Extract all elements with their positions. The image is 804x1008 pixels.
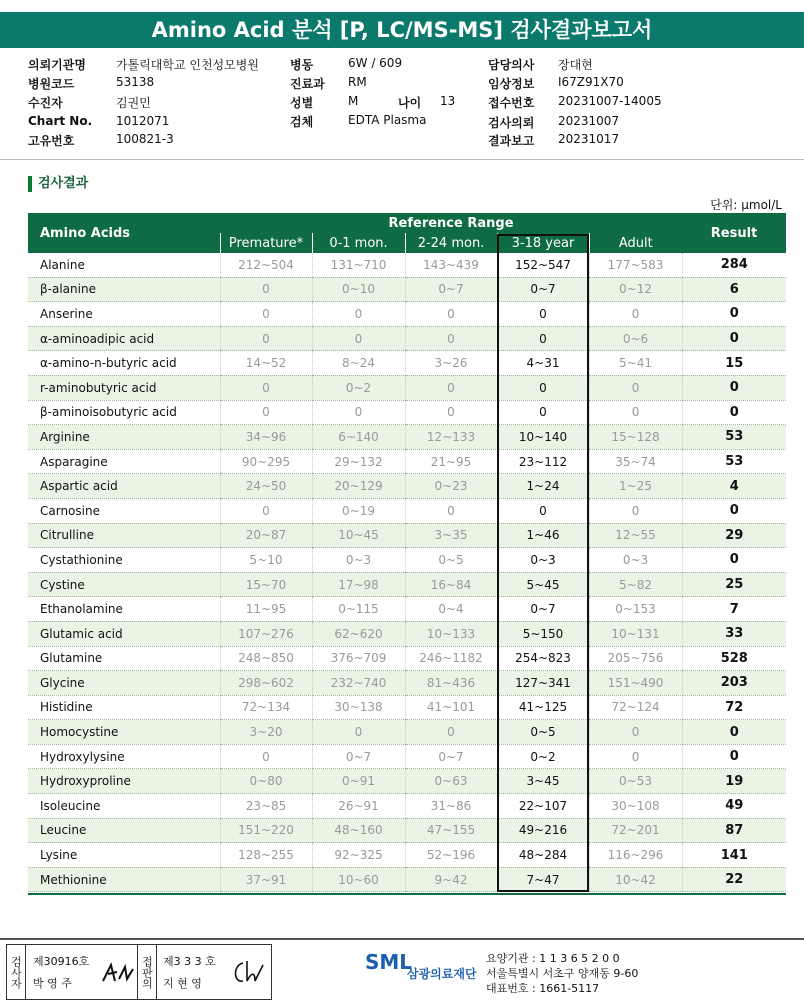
reference-range-cell: 0~3 bbox=[589, 548, 682, 573]
reference-range-cell: 20~87 bbox=[220, 523, 312, 548]
info-value: I67Z91X70 bbox=[558, 75, 624, 89]
reference-range-cell: 0 bbox=[405, 302, 497, 327]
reference-range-cell: 0~12 bbox=[589, 277, 682, 302]
info-value: 6W / 609 bbox=[348, 56, 403, 70]
table-row bbox=[28, 794, 786, 819]
reference-range-cell: 0~5 bbox=[497, 720, 589, 745]
age-value: 13 bbox=[440, 94, 456, 108]
info-value: 20231007-14005 bbox=[558, 94, 662, 108]
result-value: 141 bbox=[682, 843, 786, 868]
reference-range-cell: 0 bbox=[220, 400, 312, 425]
header-result: Result bbox=[682, 213, 786, 253]
reference-range-cell: 0~80 bbox=[220, 769, 312, 794]
age-label: 나이 bbox=[398, 96, 422, 110]
reference-range-cell: 49~216 bbox=[497, 818, 589, 843]
amino-acid-name: Carnosine bbox=[28, 498, 220, 523]
result-value: 0 bbox=[682, 744, 786, 769]
result-value: 203 bbox=[682, 671, 786, 696]
table-row bbox=[28, 253, 786, 277]
reference-range-cell: 0 bbox=[405, 720, 497, 745]
reference-range-cell: 0 bbox=[497, 400, 589, 425]
table-row bbox=[28, 400, 786, 425]
info-value: 가톨릭대학교 인천성모병원 bbox=[116, 58, 259, 72]
reference-range-cell: 0 bbox=[589, 720, 682, 745]
amino-acid-name: Hydroxylysine bbox=[28, 744, 220, 769]
reference-range-cell: 24~50 bbox=[220, 474, 312, 499]
table-row bbox=[28, 425, 786, 450]
table-row bbox=[28, 326, 786, 351]
confirmer-name: 지 현 영 bbox=[163, 977, 202, 990]
header-amino-acids: Amino Acids bbox=[28, 213, 220, 253]
reference-range-cell: 0 bbox=[497, 375, 589, 400]
reference-range-cell: 376~709 bbox=[312, 646, 405, 671]
reference-range-cell: 127~341 bbox=[497, 671, 589, 696]
table-bottom-rule bbox=[28, 893, 786, 895]
tester-license-no: 제30916호 bbox=[33, 955, 90, 968]
result-value: 0 bbox=[682, 400, 786, 425]
amino-acid-name: β-alanine bbox=[28, 277, 220, 302]
reference-range-cell: 3~26 bbox=[405, 351, 497, 376]
reference-range-cell: 34~96 bbox=[220, 425, 312, 450]
reference-range-cell: 48~284 bbox=[497, 843, 589, 868]
reference-range-cell: 0~91 bbox=[312, 769, 405, 794]
table-row bbox=[28, 449, 786, 474]
info-value: 100821-3 bbox=[116, 132, 174, 146]
info-value: 장대현 bbox=[558, 58, 593, 72]
result-value: 0 bbox=[682, 375, 786, 400]
amino-acid-name: Alanine bbox=[28, 253, 220, 277]
info-label: 병동 bbox=[290, 58, 314, 72]
table-row bbox=[28, 769, 786, 794]
reference-range-cell: 0~7 bbox=[312, 744, 405, 769]
reference-range-cell: 0~23 bbox=[405, 474, 497, 499]
info-value: RM bbox=[348, 75, 367, 89]
reference-range-cell: 48~160 bbox=[312, 818, 405, 843]
header-range-0: Premature* bbox=[220, 233, 312, 253]
amino-acid-name: Glutamine bbox=[28, 646, 220, 671]
reference-range-cell: 128~255 bbox=[220, 843, 312, 868]
reference-range-cell: 0~5 bbox=[405, 548, 497, 573]
result-value: 6 bbox=[682, 277, 786, 302]
info-label: 병원코드 bbox=[28, 77, 75, 91]
info-value: 1012071 bbox=[116, 114, 170, 128]
amino-acid-name: Homocystine bbox=[28, 720, 220, 745]
reference-range-cell: 0 bbox=[589, 302, 682, 327]
reference-range-cell: 8~24 bbox=[312, 351, 405, 376]
info-label: 성별 bbox=[290, 96, 314, 110]
results-table bbox=[28, 213, 786, 892]
reference-range-cell: 10~42 bbox=[589, 867, 682, 892]
divider bbox=[0, 159, 804, 160]
reference-range-cell: 0 bbox=[497, 302, 589, 327]
amino-acid-name: Histidine bbox=[28, 695, 220, 720]
reference-range-cell: 0 bbox=[220, 744, 312, 769]
info-value: 김권민 bbox=[116, 96, 151, 110]
reference-range-cell: 10~133 bbox=[405, 621, 497, 646]
reference-range-cell: 23~85 bbox=[220, 794, 312, 819]
amino-acid-name: r-aminobutyric acid bbox=[28, 375, 220, 400]
reference-range-cell: 248~850 bbox=[220, 646, 312, 671]
reference-range-cell: 41~101 bbox=[405, 695, 497, 720]
result-value: 284 bbox=[682, 253, 786, 277]
reference-range-cell: 116~296 bbox=[589, 843, 682, 868]
reference-range-cell: 151~490 bbox=[589, 671, 682, 696]
result-value: 33 bbox=[682, 621, 786, 646]
amino-acid-name: Methionine bbox=[28, 867, 220, 892]
reference-range-cell: 0~63 bbox=[405, 769, 497, 794]
reference-range-cell: 0 bbox=[312, 400, 405, 425]
amino-acid-name: Cystathionine bbox=[28, 548, 220, 573]
info-value: 20231007 bbox=[558, 114, 620, 128]
org-code: 요양기관 : 1 1 3 6 5 2 0 0 bbox=[486, 952, 620, 965]
reference-range-cell: 0 bbox=[220, 498, 312, 523]
info-label: 고유번호 bbox=[28, 134, 75, 148]
amino-acid-name: β-aminoisobutyric acid bbox=[28, 400, 220, 425]
reference-range-cell: 177~583 bbox=[589, 253, 682, 277]
tester-label: 검사자 bbox=[7, 945, 26, 999]
info-label: 수진자 bbox=[28, 96, 63, 110]
org-phone: 대표번호 : 1661-5117 bbox=[486, 982, 600, 995]
reference-range-cell: 1~24 bbox=[497, 474, 589, 499]
reference-range-cell: 0 bbox=[220, 326, 312, 351]
info-value: M bbox=[348, 94, 359, 108]
reference-range-cell: 72~124 bbox=[589, 695, 682, 720]
reference-range-cell: 29~132 bbox=[312, 449, 405, 474]
info-label: 검체 bbox=[290, 115, 314, 129]
result-value: 25 bbox=[682, 572, 786, 597]
table-row bbox=[28, 597, 786, 622]
amino-acid-name: Ethanolamine bbox=[28, 597, 220, 622]
reference-range-cell: 0 bbox=[312, 326, 405, 351]
info-label: 검사의뢰 bbox=[488, 116, 535, 130]
reference-range-cell: 0 bbox=[405, 498, 497, 523]
reference-range-cell: 9~42 bbox=[405, 867, 497, 892]
amino-acid-name: Cystine bbox=[28, 572, 220, 597]
table-row bbox=[28, 867, 786, 892]
reference-range-cell: 20~129 bbox=[312, 474, 405, 499]
info-label: 담당의사 bbox=[488, 58, 535, 72]
reference-range-cell: 0~19 bbox=[312, 498, 405, 523]
amino-acid-name: Asparagine bbox=[28, 449, 220, 474]
confirmer-label: 접판의 bbox=[137, 945, 157, 999]
reference-range-cell: 10~45 bbox=[312, 523, 405, 548]
amino-acid-name: Aspartic acid bbox=[28, 474, 220, 499]
reference-range-cell: 7~47 bbox=[497, 867, 589, 892]
reference-range-cell: 4~31 bbox=[497, 351, 589, 376]
reference-range-cell: 0~10 bbox=[312, 277, 405, 302]
reference-range-cell: 3~45 bbox=[497, 769, 589, 794]
info-value: EDTA Plasma bbox=[348, 113, 427, 127]
reference-range-cell: 0 bbox=[405, 375, 497, 400]
reference-range-cell: 23~112 bbox=[497, 449, 589, 474]
table-row bbox=[28, 843, 786, 868]
reference-range-cell: 22~107 bbox=[497, 794, 589, 819]
reference-range-cell: 0~153 bbox=[589, 597, 682, 622]
result-value: 87 bbox=[682, 818, 786, 843]
table-row bbox=[28, 646, 786, 671]
reference-range-cell: 30~108 bbox=[589, 794, 682, 819]
reference-range-cell: 90~295 bbox=[220, 449, 312, 474]
reference-range-cell: 0~7 bbox=[497, 277, 589, 302]
table-row bbox=[28, 474, 786, 499]
report-title: Amino Acid 분석 [P, LC/MS-MS] 검사결과보고서 bbox=[0, 12, 804, 48]
reference-range-cell: 81~436 bbox=[405, 671, 497, 696]
reference-range-cell: 12~133 bbox=[405, 425, 497, 450]
reference-range-cell: 254~823 bbox=[497, 646, 589, 671]
confirmer-signature bbox=[229, 957, 265, 987]
reference-range-cell: 11~95 bbox=[220, 597, 312, 622]
result-value: 528 bbox=[682, 646, 786, 671]
reference-range-cell: 35~74 bbox=[589, 449, 682, 474]
amino-acid-name: Hydroxyproline bbox=[28, 769, 220, 794]
table-row bbox=[28, 523, 786, 548]
table-row bbox=[28, 498, 786, 523]
result-value: 0 bbox=[682, 720, 786, 745]
reference-range-cell: 0 bbox=[312, 720, 405, 745]
reference-range-cell: 107~276 bbox=[220, 621, 312, 646]
footer-divider bbox=[0, 938, 804, 940]
reference-range-cell: 5~82 bbox=[589, 572, 682, 597]
reference-range-cell: 16~84 bbox=[405, 572, 497, 597]
result-value: 22 bbox=[682, 867, 786, 892]
amino-acid-name: Anserine bbox=[28, 302, 220, 327]
reference-range-cell: 1~46 bbox=[497, 523, 589, 548]
header-reference-range: Reference Range bbox=[220, 213, 682, 233]
reference-range-cell: 0 bbox=[497, 326, 589, 351]
org-info bbox=[486, 951, 638, 996]
result-value: 4 bbox=[682, 474, 786, 499]
reference-range-cell: 0~115 bbox=[312, 597, 405, 622]
reference-range-cell: 37~91 bbox=[220, 867, 312, 892]
reference-range-cell: 17~98 bbox=[312, 572, 405, 597]
tester-name: 박 영 주 bbox=[33, 977, 72, 990]
sml-logo: SML bbox=[365, 950, 413, 974]
org-address: 서울특별시 서초구 양재동 9-60 bbox=[486, 967, 639, 980]
amino-acid-name: Lysine bbox=[28, 843, 220, 868]
reference-range-cell: 0 bbox=[405, 326, 497, 351]
reference-range-cell: 151~220 bbox=[220, 818, 312, 843]
table-row bbox=[28, 744, 786, 769]
reference-range-cell: 6~140 bbox=[312, 425, 405, 450]
reference-range-cell: 152~547 bbox=[497, 253, 589, 277]
reference-range-cell: 0~2 bbox=[497, 744, 589, 769]
reference-range-cell: 14~52 bbox=[220, 351, 312, 376]
reference-range-cell: 0 bbox=[589, 744, 682, 769]
reference-range-cell: 0 bbox=[220, 277, 312, 302]
amino-acid-name: α-amino-n-butyric acid bbox=[28, 351, 220, 376]
reference-range-cell: 0~6 bbox=[589, 326, 682, 351]
reference-range-cell: 30~138 bbox=[312, 695, 405, 720]
info-label: 임상정보 bbox=[488, 77, 535, 91]
reference-range-cell: 0 bbox=[589, 400, 682, 425]
reference-range-cell: 0~4 bbox=[405, 597, 497, 622]
result-value: 49 bbox=[682, 794, 786, 819]
reference-range-cell: 0~53 bbox=[589, 769, 682, 794]
reference-range-cell: 10~60 bbox=[312, 867, 405, 892]
amino-acid-name: Leucine bbox=[28, 818, 220, 843]
result-value: 72 bbox=[682, 695, 786, 720]
header-range-1: 0-1 mon. bbox=[312, 233, 405, 253]
reference-range-cell: 5~150 bbox=[497, 621, 589, 646]
table-row bbox=[28, 548, 786, 573]
result-value: 53 bbox=[682, 449, 786, 474]
reference-range-cell: 0 bbox=[497, 498, 589, 523]
reference-range-cell: 92~325 bbox=[312, 843, 405, 868]
reference-range-cell: 0 bbox=[220, 375, 312, 400]
reference-range-cell: 0~7 bbox=[405, 277, 497, 302]
header-range-4: Adult bbox=[589, 233, 682, 253]
section-title: 검사결과 bbox=[28, 176, 88, 192]
reference-range-cell: 232~740 bbox=[312, 671, 405, 696]
reference-range-cell: 0~2 bbox=[312, 375, 405, 400]
reference-range-cell: 47~155 bbox=[405, 818, 497, 843]
result-value: 0 bbox=[682, 548, 786, 573]
reference-range-cell: 143~439 bbox=[405, 253, 497, 277]
result-value: 0 bbox=[682, 302, 786, 327]
unit-label: 단위: μmol/L bbox=[710, 198, 782, 212]
reference-range-cell: 31~86 bbox=[405, 794, 497, 819]
reference-range-cell: 12~55 bbox=[589, 523, 682, 548]
reference-range-cell: 72~201 bbox=[589, 818, 682, 843]
reference-range-cell: 0 bbox=[220, 302, 312, 327]
table-row bbox=[28, 695, 786, 720]
amino-acid-name: Glycine bbox=[28, 671, 220, 696]
table-row bbox=[28, 818, 786, 843]
reference-range-cell: 0 bbox=[589, 498, 682, 523]
reference-range-cell: 15~70 bbox=[220, 572, 312, 597]
reference-range-cell: 41~125 bbox=[497, 695, 589, 720]
amino-acid-name: Arginine bbox=[28, 425, 220, 450]
reference-range-cell: 0~7 bbox=[405, 744, 497, 769]
reference-range-cell: 0~7 bbox=[497, 597, 589, 622]
table-row bbox=[28, 621, 786, 646]
info-value: 20231017 bbox=[558, 132, 620, 146]
reference-range-cell: 0 bbox=[405, 400, 497, 425]
reference-range-cell: 0 bbox=[312, 302, 405, 327]
table-row bbox=[28, 671, 786, 696]
amino-acid-name: Citrulline bbox=[28, 523, 220, 548]
reference-range-cell: 246~1182 bbox=[405, 646, 497, 671]
table-row bbox=[28, 720, 786, 745]
reference-range-cell: 0~3 bbox=[312, 548, 405, 573]
header-range-3: 3-18 year bbox=[497, 233, 589, 253]
table-row bbox=[28, 351, 786, 376]
reference-range-cell: 5~10 bbox=[220, 548, 312, 573]
reference-range-cell: 1~25 bbox=[589, 474, 682, 499]
org-logo-text: 삼광의료재단 bbox=[407, 967, 477, 981]
reference-range-cell: 72~134 bbox=[220, 695, 312, 720]
table-row bbox=[28, 572, 786, 597]
reference-range-cell: 0~3 bbox=[497, 548, 589, 573]
reference-range-cell: 212~504 bbox=[220, 253, 312, 277]
table-row bbox=[28, 277, 786, 302]
reference-range-cell: 131~710 bbox=[312, 253, 405, 277]
table-row bbox=[28, 302, 786, 327]
signature-box bbox=[6, 944, 272, 1000]
reference-range-cell: 10~140 bbox=[497, 425, 589, 450]
reference-range-cell: 205~756 bbox=[589, 646, 682, 671]
result-value: 19 bbox=[682, 769, 786, 794]
result-value: 29 bbox=[682, 523, 786, 548]
reference-range-cell: 5~45 bbox=[497, 572, 589, 597]
info-label: 결과보고 bbox=[488, 134, 535, 148]
info-value: 53138 bbox=[116, 75, 155, 89]
table-row bbox=[28, 375, 786, 400]
reference-range-cell: 10~131 bbox=[589, 621, 682, 646]
result-value: 53 bbox=[682, 425, 786, 450]
result-value: 0 bbox=[682, 326, 786, 351]
reference-range-cell: 5~41 bbox=[589, 351, 682, 376]
info-label: Chart No. bbox=[28, 114, 93, 128]
result-value: 15 bbox=[682, 351, 786, 376]
reference-range-cell: 298~602 bbox=[220, 671, 312, 696]
reference-range-cell: 26~91 bbox=[312, 794, 405, 819]
result-value: 7 bbox=[682, 597, 786, 622]
reference-range-cell: 52~196 bbox=[405, 843, 497, 868]
amino-acid-name: α-aminoadipic acid bbox=[28, 326, 220, 351]
amino-acid-name: Glutamic acid bbox=[28, 621, 220, 646]
header-range-2: 2-24 mon. bbox=[405, 233, 497, 253]
tester-signature bbox=[99, 959, 135, 987]
reference-range-cell: 62~620 bbox=[312, 621, 405, 646]
reference-range-cell: 3~20 bbox=[220, 720, 312, 745]
amino-acid-name: Isoleucine bbox=[28, 794, 220, 819]
reference-range-cell: 0 bbox=[589, 375, 682, 400]
reference-range-cell: 21~95 bbox=[405, 449, 497, 474]
info-label: 접수번호 bbox=[488, 96, 535, 110]
reference-range-cell: 3~35 bbox=[405, 523, 497, 548]
confirmer-license-no: 제3 3 3 호 bbox=[163, 955, 216, 968]
reference-range-cell: 15~128 bbox=[589, 425, 682, 450]
result-value: 0 bbox=[682, 498, 786, 523]
info-label: 진료과 bbox=[290, 77, 325, 91]
info-label: 의뢰기관명 bbox=[28, 58, 86, 72]
